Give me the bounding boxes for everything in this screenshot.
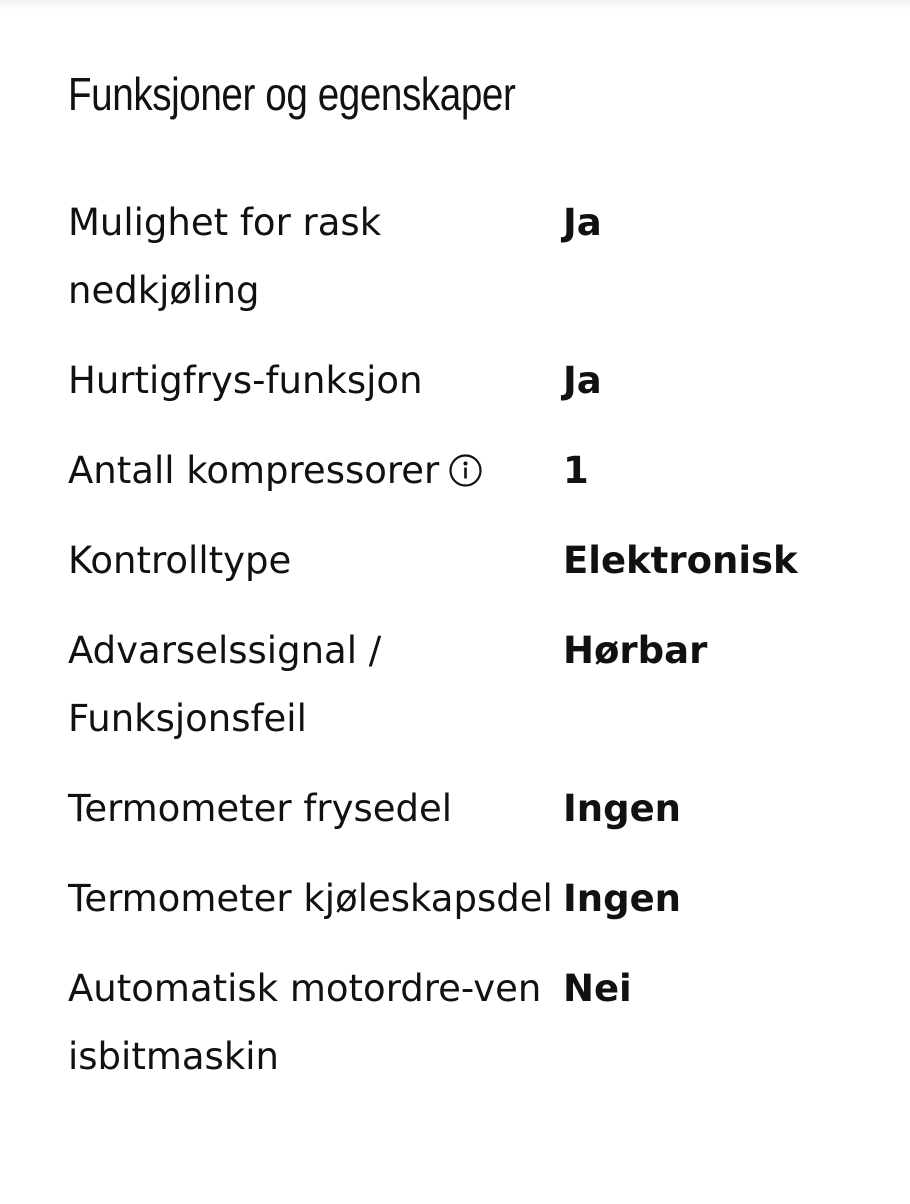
spec-row-quick-freeze xyxy=(68,347,868,415)
spec-value: Elektronisk xyxy=(563,539,798,582)
spec-label: Advarselssignal / Funksjonsfeil xyxy=(68,629,382,740)
spec-list xyxy=(68,189,868,1091)
spec-value: 1 xyxy=(563,449,589,492)
spec-label: Termometer kjøleskapsdel xyxy=(68,877,553,920)
spec-label: Kontrolltype xyxy=(68,539,292,582)
spec-row-warning-signal xyxy=(68,617,868,753)
spec-label: Antall kompressorer xyxy=(68,449,440,492)
spec-label: Automatisk motordre-ven isbitmaskin xyxy=(68,967,542,1078)
spec-row-compressors xyxy=(68,437,868,505)
top-divider-shadow xyxy=(0,0,910,10)
spec-value: Ja xyxy=(563,359,602,402)
spec-label: Mulighet for rask nedkjøling xyxy=(68,201,382,312)
spec-value: Ingen xyxy=(563,787,682,830)
spec-label: Termometer frysedel xyxy=(68,787,453,830)
spec-value: Ja xyxy=(563,201,602,244)
section-title: Funksjoner og egenskaper xyxy=(68,68,516,120)
spec-value: Hørbar xyxy=(563,629,708,672)
spec-row-fridge-thermometer xyxy=(68,865,868,933)
spec-row-ice-maker xyxy=(68,955,868,1091)
info-icon[interactable] xyxy=(449,441,482,474)
spec-value: Ingen xyxy=(563,877,682,920)
spec-label-with-info xyxy=(68,437,563,505)
spec-row-rapid-cooling xyxy=(68,189,868,325)
spec-label: Hurtigfrys-funksjon xyxy=(68,359,423,402)
spec-row-control-type xyxy=(68,527,868,595)
spec-row-freezer-thermometer xyxy=(68,775,868,843)
spec-value: Nei xyxy=(563,967,632,1010)
features-section xyxy=(68,62,868,1113)
